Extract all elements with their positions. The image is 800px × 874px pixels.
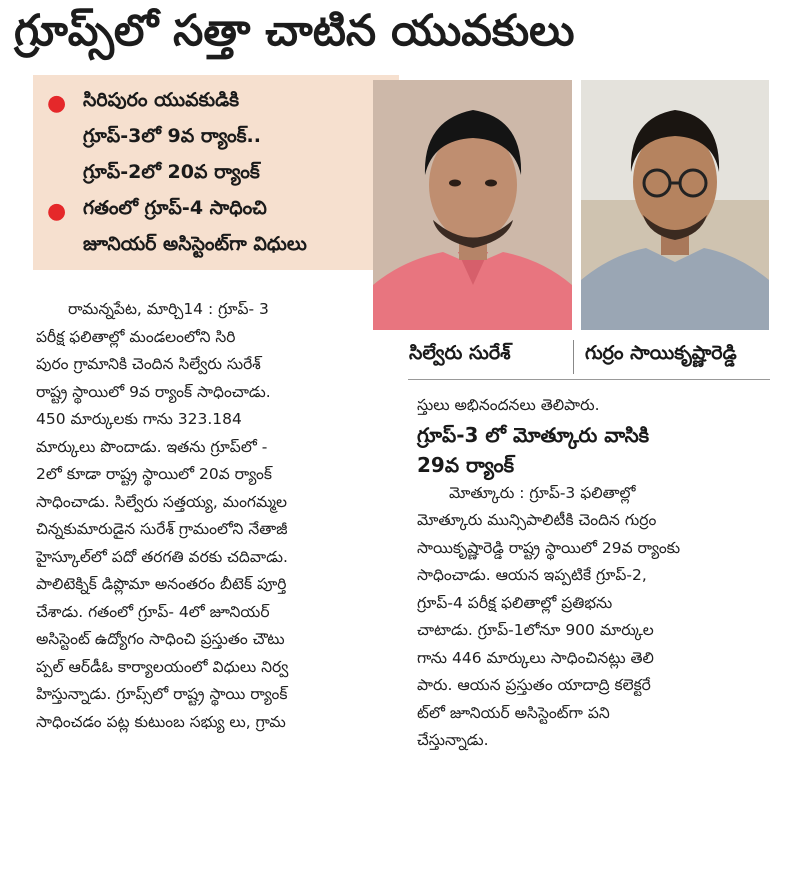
body-line: స్తులు అభినందనలు తెలిపారు. [417, 396, 600, 414]
body-line: 450 మార్కులకు గాను 323.184 [36, 410, 242, 428]
body-line: మోత్కూరు : గ్రూప్‌-3 ఫలితాల్లో [449, 483, 636, 502]
body-line: 2లో కూడా రాష్ట్ర స్థాయిలో 20వ ర్యాంక్‌ [36, 465, 272, 483]
headline: గ్రూప్స్‌లో సత్తా చాటిన యువకులు [14, 6, 575, 56]
photo-saikrishna-reddy [581, 80, 769, 330]
body-line: సాయికృష్ణారెడ్డి రాష్ట్ర స్థాయిలో 29వ ర్యాంకు [417, 538, 681, 557]
body-line: పారు. ఆయన ప్రస్తుతం యాదాద్రి కలెక్టరే [417, 676, 651, 694]
body-line: చాటాడు. గ్రూప్‌-1లోనూ 900 మార్కుల [417, 621, 654, 639]
body-line: అసిస్టెంట్‌ ఉద్యోగం సాధించి ప్రస్తుతం చౌటు [36, 630, 285, 648]
body-line: సాధించాడు. ఆయన ఇప్పటికే గ్రూప్‌-2, [417, 566, 647, 584]
bullet-icon: ● [47, 91, 67, 116]
body-line: రాష్ట్ర స్థాయిలో 9వ ర్యాంక్‌ సాధించాడు. [36, 382, 271, 401]
body-line: హైస్కూల్‌లో పదో తరగతి వరకు చదివాడు. [36, 547, 288, 566]
body-line: చిన్నకుమారుడైన సురేశ్‌ గ్రామంలోని నేతాజీ [36, 520, 288, 538]
body-line: సాధించడం పట్ల కుటుంబ సభ్యు లు, గ్రామ [36, 712, 286, 731]
highlight-line: గతంలో గ్రూప్‌-4 సాధించి [83, 197, 267, 219]
subheading: 29వ ర్యాంక్‌ [417, 452, 515, 477]
highlights-box [33, 75, 399, 270]
highlight-line: జూనియర్‌ అసిస్టెంట్‌గా విధులు [83, 233, 307, 255]
body-line: గాను 446 మార్కులు సాధించినట్లు తెలి [417, 648, 654, 667]
highlight-line: గ్రూప్‌-2లో 20వ ర్యాంక్‌ [83, 161, 260, 183]
subheading: గ్రూప్‌-3 లో మోత్కూరు వాసికి [417, 422, 650, 447]
left-column [36, 296, 386, 736]
body-line: పరీక్ష ఫలితాల్లో మండలంలోని సిరి [36, 327, 236, 346]
body-line: సాధించాడు. సిల్వేరు సత్తయ్య, మంగమ్మల [36, 492, 287, 511]
bullet-icon: ● [47, 199, 67, 224]
body-line: చేస్తున్నాడు. [417, 731, 489, 749]
body-line: మోత్కూరు మున్సిపాలిటీకి చెందిన గుర్రం [417, 511, 657, 529]
body-line: చేశాడు. గతంలో గ్రూప్‌- 4లో జూనియర్‌ [36, 602, 270, 621]
body-line: హిస్తున్నాడు. గ్రూప్స్‌లో రాష్ట్ర స్థాయి ర్యాంక్‌ [36, 685, 288, 703]
body-line: మార్కులు పొందాడు. ఇతను గ్రూప్‌లో - [36, 437, 268, 456]
body-line: పాలిటెక్నిక్‌ డిప్లొమా అనంతరం బీటెక్‌ పూర్తి [36, 575, 287, 593]
caption-underline [408, 379, 770, 380]
body-line: రామన్నపేట, మార్చి14 : గ్రూప్‌- 3 [68, 300, 269, 318]
highlight-line: గ్రూప్‌-3లో 9వ ర్యాంక్‌.. [83, 125, 261, 147]
body-line: ట్‌లో జూనియర్‌ అసిస్టెంట్‌గా పని [417, 703, 610, 722]
photo-suresh [373, 80, 572, 330]
caption-divider [573, 340, 574, 374]
body-line: పురం గ్రామానికి చెందిన సిల్వేరు సురేశ్‌ [36, 355, 261, 373]
highlight-line: సిరిపురం యువకుడికి [83, 89, 240, 111]
body-line: ప్పల్‌ ఆర్‌డీఓ కార్యాలయంలో విధులు నిర్వ [36, 657, 289, 676]
caption-saikrishna-reddy: గుర్రం సాయికృష్ణారెడ్డి [585, 342, 737, 364]
caption-suresh: సిల్వేరు సురేశ్‌ [409, 342, 511, 364]
right-column [417, 392, 769, 755]
body-line: గ్రూప్‌-4 పరీక్ష ఫలితాల్లో ప్రతిభను [417, 593, 613, 612]
